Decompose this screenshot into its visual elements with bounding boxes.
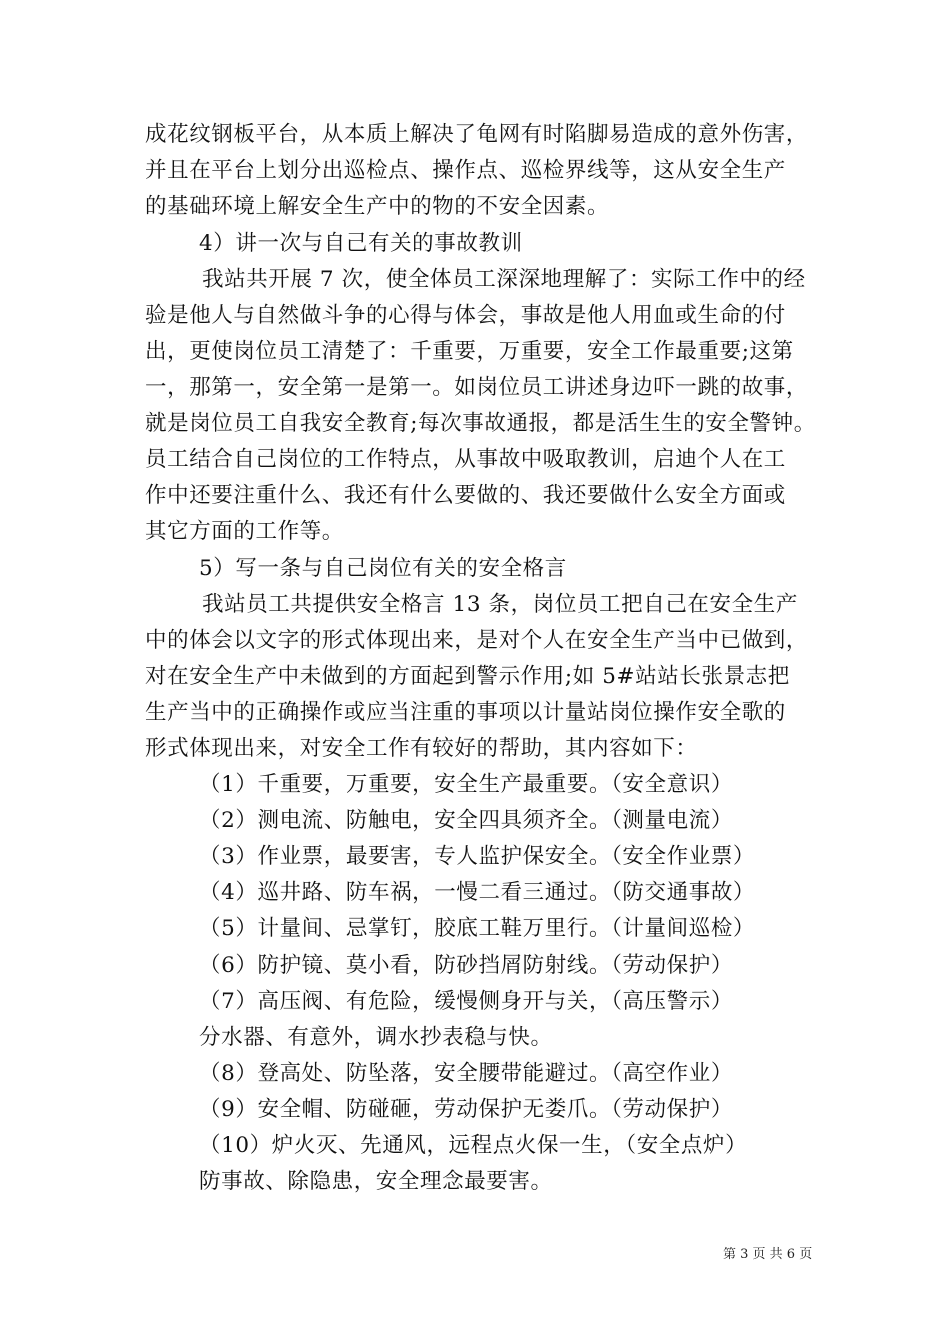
motto-line: （1）千重要，万重要，安全生产最重要。（安全意识） (199, 772, 733, 797)
paragraph-line: 出，更使岗位员工清楚了：千重要，万重要，安全工作最重要;这第 (145, 339, 794, 364)
paragraph-line: 并且在平台上划分出巡检点、操作点、巡检界线等，这从安全生产 (145, 158, 786, 183)
paragraph-line: 成花纹钢板平台，从本质上解决了龟网有时陷脚易造成的意外伤害， (145, 122, 809, 147)
motto-line: （7）高压阀、有危险，缓慢侧身开与关，（高压警示） (199, 989, 733, 1014)
motto-line: （6）防护镜、莫小看，防砂挡屑防射线。（劳动保护） (199, 953, 733, 978)
motto-line: （3）作业票，最要害，专人监护保安全。（安全作业票） (199, 844, 756, 869)
motto-line: （8）登高处、防坠落，安全腰带能避过。（高空作业） (199, 1061, 733, 1086)
paragraph-line: 对在安全生产中未做到的方面起到警示作用;如 5#站站长张景志把 (145, 664, 790, 689)
paragraph-line: 一，那第一，安全第一是第一。如岗位员工讲述身边吓一跳的故事， (145, 375, 809, 400)
motto-line: （5）计量间、忌掌钉，胶底工鞋万里行。（计量间巡检） (199, 916, 756, 941)
section-heading: 4）讲一次与自己有关的事故教训 (199, 231, 523, 256)
page-footer: 第 3 页 共 6 页 (723, 1247, 813, 1262)
motto-line: （10）炉火灭、先通风，远程点火保一生，（安全点炉） (199, 1133, 748, 1158)
motto-line: 防事故、除隐患，安全理念最要害。 (199, 1169, 553, 1194)
paragraph-line: 的基础环境上解安全生产中的物的不安全因素。 (145, 194, 610, 219)
paragraph-line: 员工结合自己岗位的工作特点，从事故中吸取教训，启迪个人在工 (145, 447, 786, 472)
paragraph-line: 我站员工共提供安全格言 13 条，岗位员工把自己在安全生产 (202, 592, 798, 617)
motto-line: 分水器、有意外，调水抄表稳与快。 (199, 1025, 553, 1050)
section-heading: 5）写一条与自己岗位有关的安全格言 (199, 556, 567, 581)
paragraph-line: 其它方面的工作等。 (145, 519, 344, 544)
paragraph-line: 形式体现出来，对安全工作有较好的帮助，其内容如下： (145, 736, 698, 761)
paragraph-line: 就是岗位员工自我安全教育;每次事故通报，都是活生生的安全警钟。 (145, 411, 816, 436)
paragraph-line: 作中还要注重什么、我还有什么要做的、我还要做什么安全方面或 (145, 483, 786, 508)
paragraph-line: 中的体会以文字的形式体现出来，是对个人在安全生产当中已做到， (145, 628, 809, 653)
motto-line: （4）巡井路、防车祸，一慢二看三通过。（防交通事故） (199, 880, 756, 905)
motto-line: （9）安全帽、防碰砸，劳动保护无娄爪。（劳动保护） (199, 1097, 733, 1122)
paragraph-line: 验是他人与自然做斗争的心得与体会，事故是他人用血或生命的付 (145, 303, 786, 328)
paragraph-line: 生产当中的正确操作或应当注重的事项以计量站岗位操作安全歌的 (145, 700, 786, 725)
motto-line: （2）测电流、防触电，安全四具须齐全。（测量电流） (199, 808, 733, 833)
paragraph-line: 我站共开展 7 次，使全体员工深深地理解了：实际工作中的经 (202, 267, 806, 292)
